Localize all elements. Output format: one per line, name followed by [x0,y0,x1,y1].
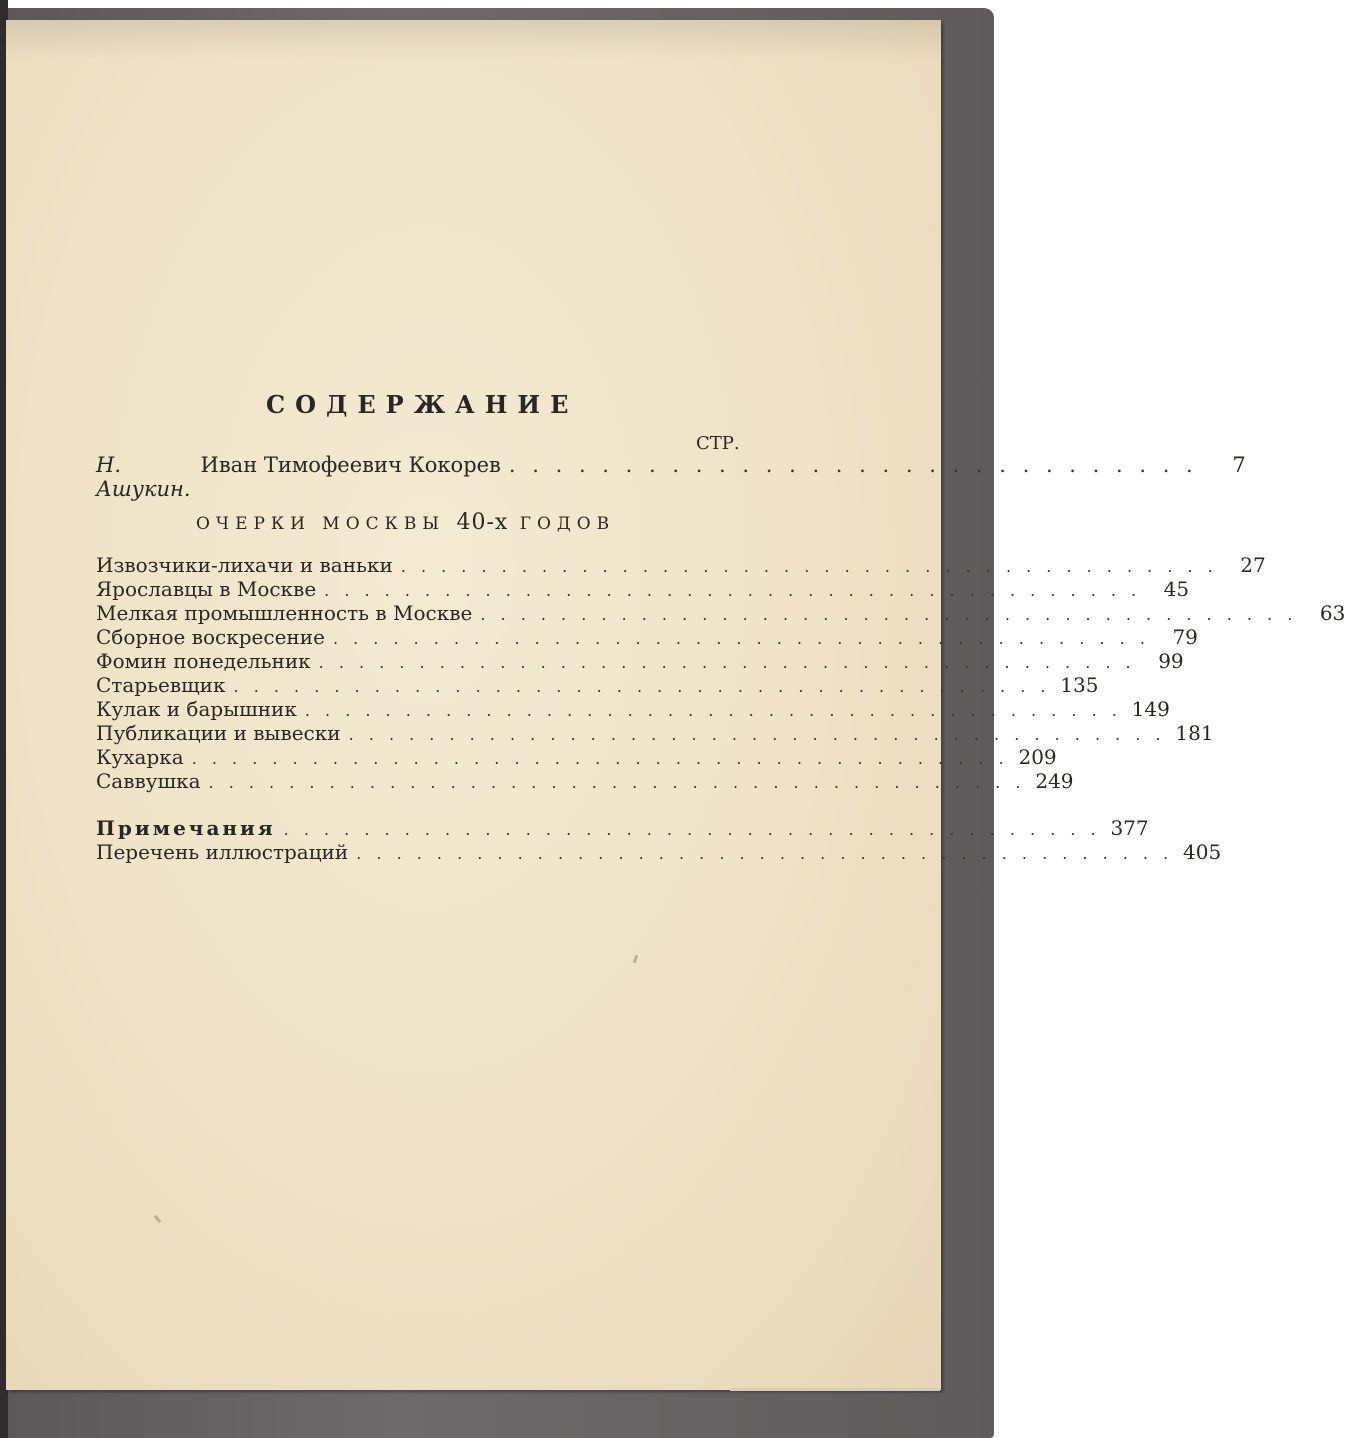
section-heading [196,510,615,535]
paper-speck [633,955,639,964]
intro-entry [96,453,1246,501]
leader-dots: . . . . . . . . . . . . . . . . . . . . . . . . . . . . . . . . . . . . . . . . . [348,725,1166,744]
toc-entry-title: Публикации и вывески [96,721,341,745]
toc-entry-page: 209 [1018,745,1057,769]
toc-entry [96,577,1190,601]
leader-dots: . . . . . . . . . . . . . . . . . . . . . . . . . . . . . . [508,453,1198,477]
toc-entry-page: 79 [1172,625,1198,649]
toc-entry-page: 63 [1319,601,1345,625]
toc-entry-page: 27 [1240,553,1266,577]
toc-entry-page: 99 [1158,649,1184,673]
toc-entry-page: 405 [1183,840,1222,864]
intro-page: 7 [1232,453,1246,477]
toc-entry-title: Извозчики-лихачи и ваньки [96,553,393,577]
leader-dots: . . . . . . . . . . . . . . . . . . . . . . . . . . . . . . . . . . . . . . . . . [480,605,1298,624]
toc-entry-page: 135 [1060,673,1099,697]
toc-entry [96,601,1345,625]
toc-entry-title: Кулак и барышник [96,697,297,721]
leader-dots: . . . . . . . . . . . . . . . . . . . . . . . . . . . . . . . . . . . . . . . . . [233,677,1051,696]
leader-dots: . . . . . . . . . . . . . . . . . . . . . . . . . . . . . . . . . . . . . . . . . [208,773,1026,792]
toc-entry [96,769,1074,793]
toc-entry [96,673,1099,697]
leader-dots: . . . . . . . . . . . . . . . . . . . . . . . . . . . . . . . . . . . . . . . . . [332,629,1150,648]
toc-entry [96,816,1149,840]
toc-entry-page: 377 [1110,816,1149,840]
page-column-label: СТР. [696,433,740,454]
toc-entry-title: Мелкая промышленность в Москве [96,601,473,625]
book-page [6,20,1345,1390]
section-prefix: ОЧЕРКИ МОСКВЫ [196,514,446,534]
toc-entry [96,697,1170,721]
toc-entry [96,840,1222,864]
toc-entry-title: Кухарка [96,745,184,769]
back-matter-list [96,816,1222,864]
toc-entry [96,649,1184,673]
toc-entry-title: Примечания [96,816,276,840]
intro-title: Иван Тимофеевич Кокорев [200,453,501,477]
toc-entry-page: 149 [1131,697,1170,721]
toc-entry-title: Перечень иллюстраций [96,840,349,864]
paper-speck [154,1215,161,1223]
toc-entry-page: 249 [1035,769,1074,793]
leader-dots: . . . . . . . . . . . . . . . . . . . . . . . . . . . . . . . . . . . . . . . . . [356,844,1174,863]
toc-entry-title: Сборное воскресение [96,625,325,649]
toc-entry [96,553,1266,577]
intro-author: Н. Ашукин. [96,453,191,501]
toc-entry-page: 181 [1175,721,1214,745]
toc-entry [96,625,1198,649]
leader-dots: . . . . . . . . . . . . . . . . . . . . . . . . . . . . . . . . . . . . . . . . . [324,581,1142,600]
leader-dots: . . . . . . . . . . . . . . . . . . . . . . . . . . . . . . . . . . . . . . . . . [283,820,1101,839]
toc-entry [96,745,1057,769]
leader-dots: . . . . . . . . . . . . . . . . . . . . . . . . . . . . . . . . . . . . . . . . . [304,701,1122,720]
toc-entry-title: Ярославцы в Москве [96,577,317,601]
leader-dots: . . . . . . . . . . . . . . . . . . . . . . . . . . . . . . . . . . . . . . . . . [191,749,1009,768]
page-bottom-edge [730,1388,940,1391]
page-shadow [6,20,941,60]
section-suffix: ГОДОВ [519,514,616,534]
toc-entry-title: Старьевщик [96,673,226,697]
toc-entry [96,721,1214,745]
toc-entry-title: Саввушка [96,769,201,793]
toc-list [96,553,1345,793]
toc-entry-title: Фомин понедельник [96,649,311,673]
section-number: 40-х [456,510,509,535]
leader-dots: . . . . . . . . . . . . . . . . . . . . . . . . . . . . . . . . . . . . . . . . . [400,557,1218,576]
leader-dots: . . . . . . . . . . . . . . . . . . . . . . . . . . . . . . . . . . . . . . . . . [318,653,1136,672]
contents-heading: СОДЕРЖАНИЕ [266,390,579,419]
toc-entry-page: 45 [1163,577,1190,601]
